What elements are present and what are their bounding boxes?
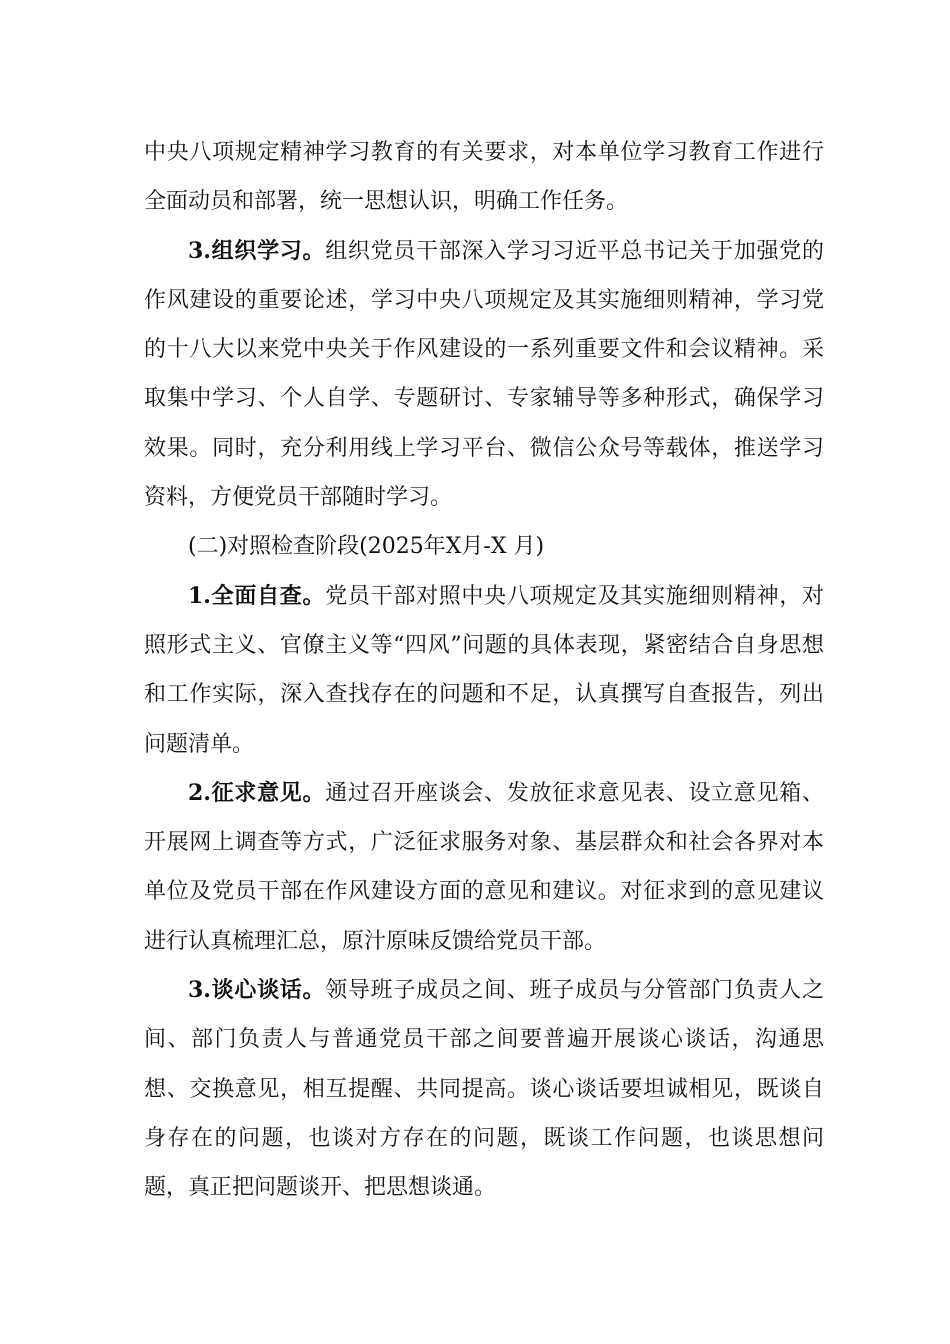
paragraph-solicit-opinions (144, 769, 824, 966)
section-heading-text: (二)对照检查阶段(2025年X月-X 月) (188, 534, 545, 560)
paragraph-text: 通过召开座谈会、发放征求意见表、设立意见箱、开展网上调查等方式，广泛征求服务对象、基层群众和社会各界对本单位及党员干部在作风建设方面的意见和建议。对征求到的意见建议进行认真梳理汇总，原汁原味反馈给党员干部。 (144, 780, 824, 954)
paragraph-lead: 2.征求意见。 (188, 779, 326, 806)
document-body (144, 128, 824, 1213)
paragraph-lead: 3.组织学习。 (188, 237, 326, 264)
paragraph-text: 组织党员干部深入学习习近平总书记关于加强党的作风建设的重要论述，学习中央八项规定及其实施细则精神，学习党的十八大以来党中央关于作风建设的一系列重要文件和会议精神。采取集中学习、个人自学、专题研讨、专家辅导等多种形式，确保学习效果。同时，充分利用线上学习平台、微信公众号等载体，推送学习资料，方便党员干部随时学习。 (144, 238, 824, 511)
paragraph-text: 党员干部对照中央八项规定及其实施细则精神，对照形式主义、官僚主义等“四风”问题的具体表现，紧密结合自身思想和工作实际，深入查找存在的问题和不足，认真撰写自查报告，列出问题清单。 (144, 583, 824, 757)
paragraph-lead: 1.全面自查。 (188, 582, 326, 609)
paragraph-lead: 3.谈心谈话。 (188, 977, 326, 1004)
paragraph-self-check (144, 572, 824, 769)
paragraph-organize-study (144, 227, 824, 523)
paragraph-text: 领导班子成员之间、班子成员与分管部门负责人之间、部门负责人与普通党员干部之间要普遍开展谈心谈话，沟通思想、交换意见，相互提醒、共同提高。谈心谈话要坦诚相见，既谈自身存在的问题，也谈对方存在的问题，既谈工作问题，也谈思想问题，真正把问题谈开、把思想谈通。 (144, 978, 824, 1201)
section-heading-check-phase (144, 522, 824, 571)
paragraph-text: 中央八项规定精神学习教育的有关要求，对本单位学习教育工作进行全面动员和部署，统一思想认识，明确工作任务。 (144, 140, 824, 215)
paragraph-continuation (144, 128, 824, 227)
paragraph-heart-to-heart-talks (144, 966, 824, 1212)
